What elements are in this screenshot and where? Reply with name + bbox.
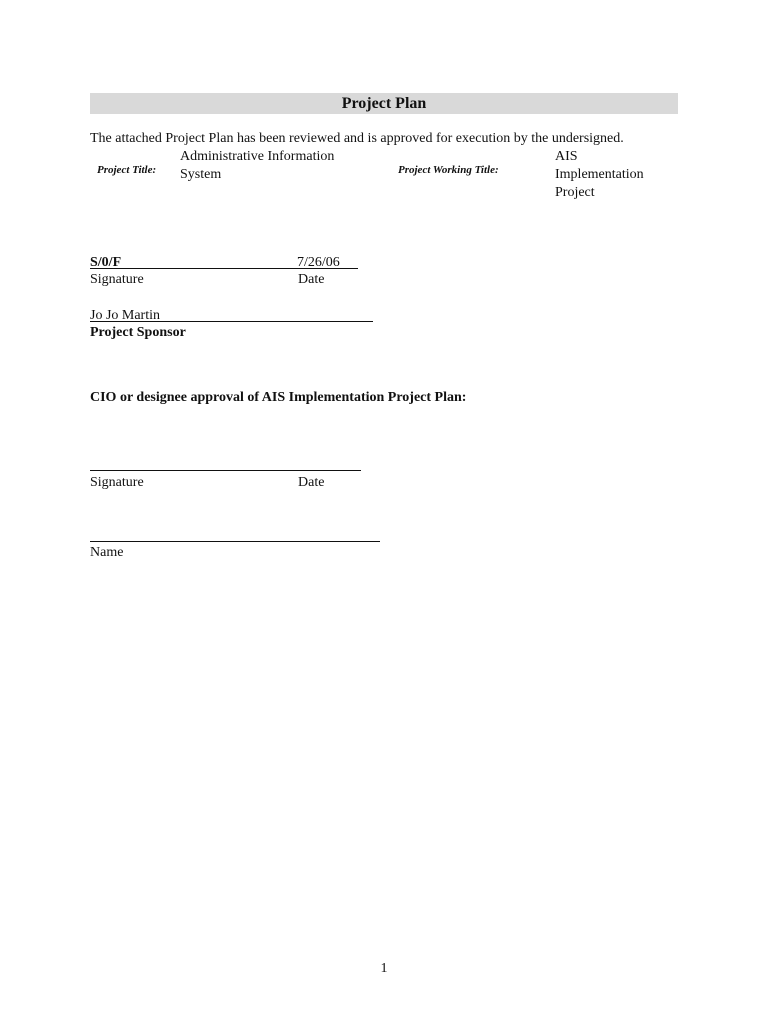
page-number: 1 [380, 961, 388, 976]
working-title-value: AIS Implementation Project [555, 149, 644, 200]
sponsor-signature-label: Signature [90, 272, 144, 287]
sponsor-name-line [90, 321, 373, 322]
cio-name-line [90, 541, 380, 542]
sponsor-role-label: Project Sponsor [90, 325, 186, 340]
cio-name-label: Name [90, 545, 124, 560]
intro-text: The attached Project Plan has been reviewed and is approved for execution by the undersigned. [90, 131, 624, 146]
working-title-label: Project Working Title: [398, 164, 499, 176]
project-title-label: Project Title: [97, 164, 157, 176]
project-title-value: Administrative Information System [180, 149, 335, 182]
sponsor-signature-line [90, 268, 358, 269]
page-title: Project Plan [90, 93, 678, 114]
sponsor-date-label: Date [298, 272, 325, 287]
sponsor-signature-value: S/0/F [90, 255, 122, 270]
cio-signature-line [90, 470, 361, 471]
cio-approval-heading: CIO or designee approval of AIS Implementation Project Plan: [90, 390, 467, 405]
cio-date-label: Date [298, 475, 325, 490]
sponsor-name-value: Jo Jo Martin [90, 308, 160, 323]
cio-signature-label: Signature [90, 475, 144, 490]
sponsor-date-value: 7/26/06 [297, 255, 340, 270]
